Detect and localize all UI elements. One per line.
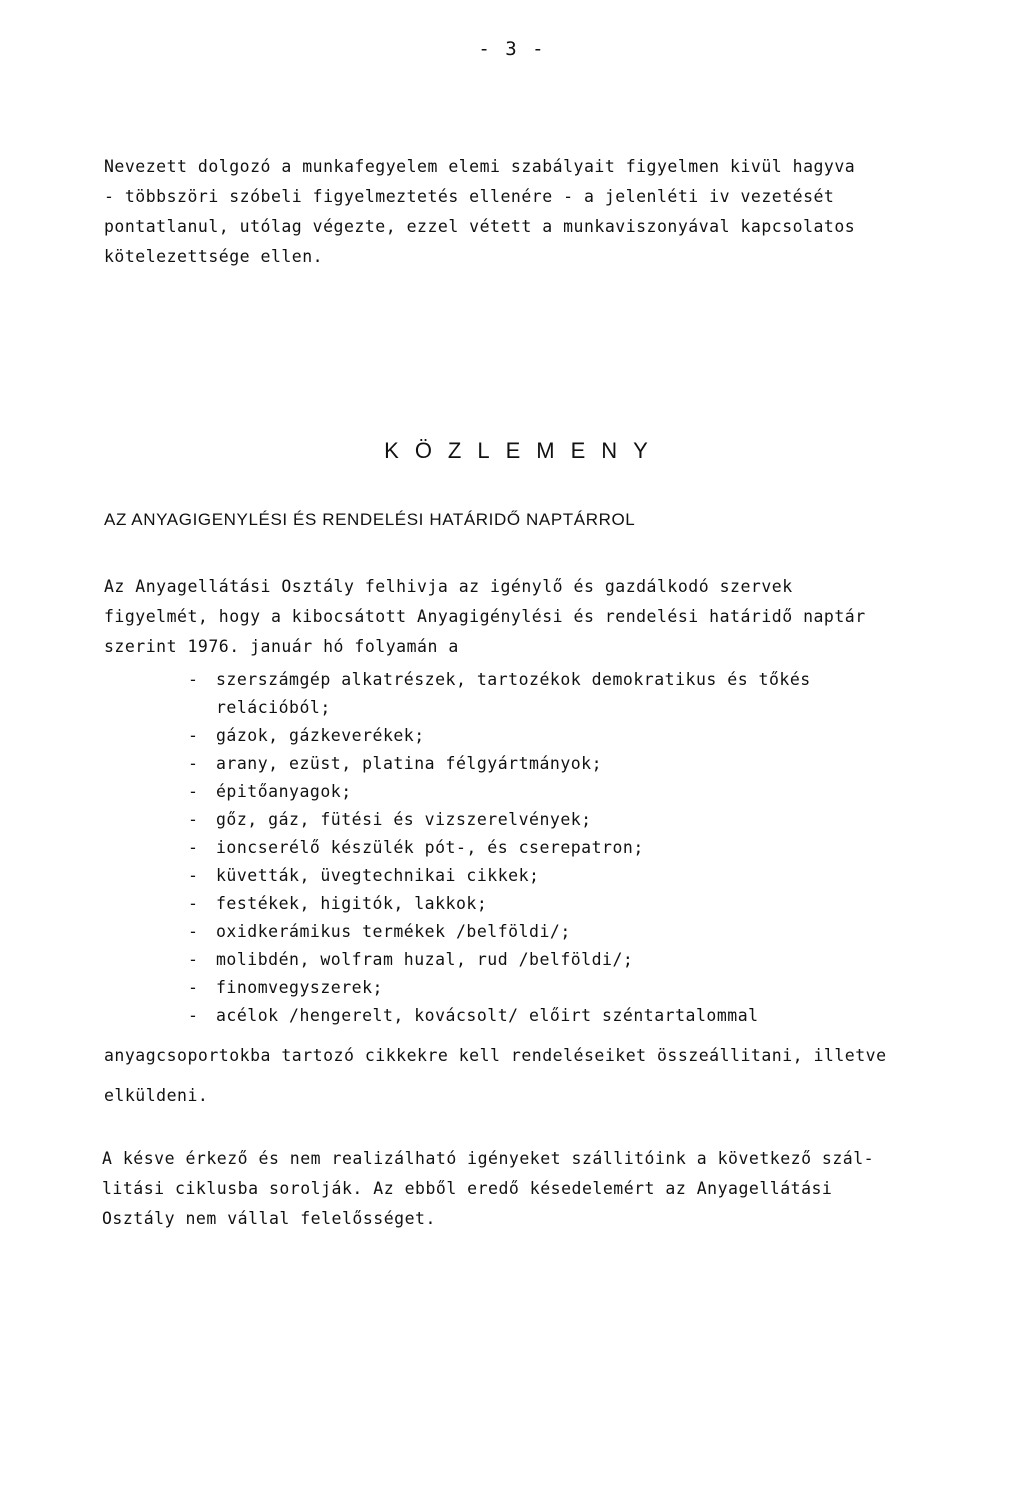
final-line: litási ciklusba sorolják. Az ebből eredő késedelemért az Anyagellátási <box>102 1179 833 1198</box>
notice-heading: KÖZLEMENY <box>384 438 664 463</box>
list-item-text: finomvegyszerek; <box>216 978 383 997</box>
list-dash: - <box>188 782 199 801</box>
list-item <box>188 750 968 778</box>
list-item <box>188 778 968 806</box>
list-item-text: ioncserélő készülék pót-, és cserepatron; <box>216 838 644 857</box>
list-item-text: szerszámgép alkatrészek, tartozékok demokratikus és tőkés <box>216 670 811 689</box>
list-dash: - <box>188 866 199 885</box>
final-line: A késve érkező és nem realizálható igényeket szállitóink a következő szál- <box>102 1149 875 1168</box>
list-item-text: gőz, gáz, fütési és vizszerelvények; <box>216 810 592 829</box>
list-item <box>188 834 968 862</box>
final-line: Osztály nem vállal felelősséget. <box>102 1209 436 1228</box>
list-dash: - <box>188 922 199 941</box>
list-item <box>188 862 968 890</box>
list-item-text: festékek, higitók, lakkok; <box>216 894 488 913</box>
list-dash: - <box>188 810 199 829</box>
announcement-line: szerint 1976. január hó folyamán a <box>104 637 459 656</box>
closing-line: anyagcsoportokba tartozó cikkekre kell rendeléseiket összeállitani, illetve <box>104 1046 887 1065</box>
closing-line: elküldeni. <box>104 1086 209 1105</box>
announcement-line: Az Anyagellátási Osztály felhivja az igénylő és gazdálkodó szervek <box>104 577 793 596</box>
list-dash: - <box>188 1006 199 1025</box>
list-item <box>188 918 968 946</box>
list-item-text: épitőanyagok; <box>216 782 352 801</box>
intro-line: - többszöri szóbeli figyelmeztetés ellenére - a jelenléti iv vezetését <box>104 187 835 206</box>
intro-paragraph <box>104 152 964 272</box>
intro-line: Nevezett dolgozó a munkafegyelem elemi szabályait figyelmen kivül hagyva <box>104 157 856 176</box>
list-dash: - <box>188 838 199 857</box>
list-dash: - <box>188 978 199 997</box>
list-item <box>188 806 968 834</box>
list-dash: - <box>188 726 199 745</box>
list-dash: - <box>188 754 199 773</box>
list-item-text: küvetták, üvegtechnikai cikkek; <box>216 866 540 885</box>
list-dash: - <box>188 950 199 969</box>
list-item <box>188 890 968 918</box>
announcement-paragraph <box>104 572 964 662</box>
list-item <box>188 1002 968 1030</box>
final-paragraph <box>102 1144 982 1234</box>
notice-subheading: AZ ANYAGIGENYLÉSI ÉS RENDELÉSI HATÁRIDŐ NAPTÁRROL <box>104 510 636 529</box>
list-dash: - <box>188 894 199 913</box>
page-number: - 3 - <box>478 38 546 60</box>
list-item-text: molibdén, wolfram huzal, rud /belföldi/; <box>216 950 634 969</box>
material-group-list <box>188 666 968 1030</box>
list-item <box>188 946 968 974</box>
list-item-text: arany, ezüst, platina félgyártmányok; <box>216 754 603 773</box>
list-item <box>188 722 968 750</box>
intro-line: pontatlanul, utólag végezte, ezzel vétett a munkaviszonyával kapcsolatos <box>104 217 856 236</box>
list-dash: - <box>188 670 199 689</box>
list-item <box>188 974 968 1002</box>
list-item-text: gázok, gázkeverékek; <box>216 726 425 745</box>
list-item-text: acélok /hengerelt, kovácsolt/ előirt széntartalommal <box>216 1006 759 1025</box>
list-item <box>188 666 968 722</box>
list-item-text: relációból; <box>216 698 331 717</box>
intro-line: kötelezettsége ellen. <box>104 247 324 266</box>
list-item-text: oxidkerámikus termékek /belföldi/; <box>216 922 571 941</box>
announcement-line: figyelmét, hogy a kibocsátott Anyagigénylési és rendelési határidő naptár <box>104 607 866 626</box>
